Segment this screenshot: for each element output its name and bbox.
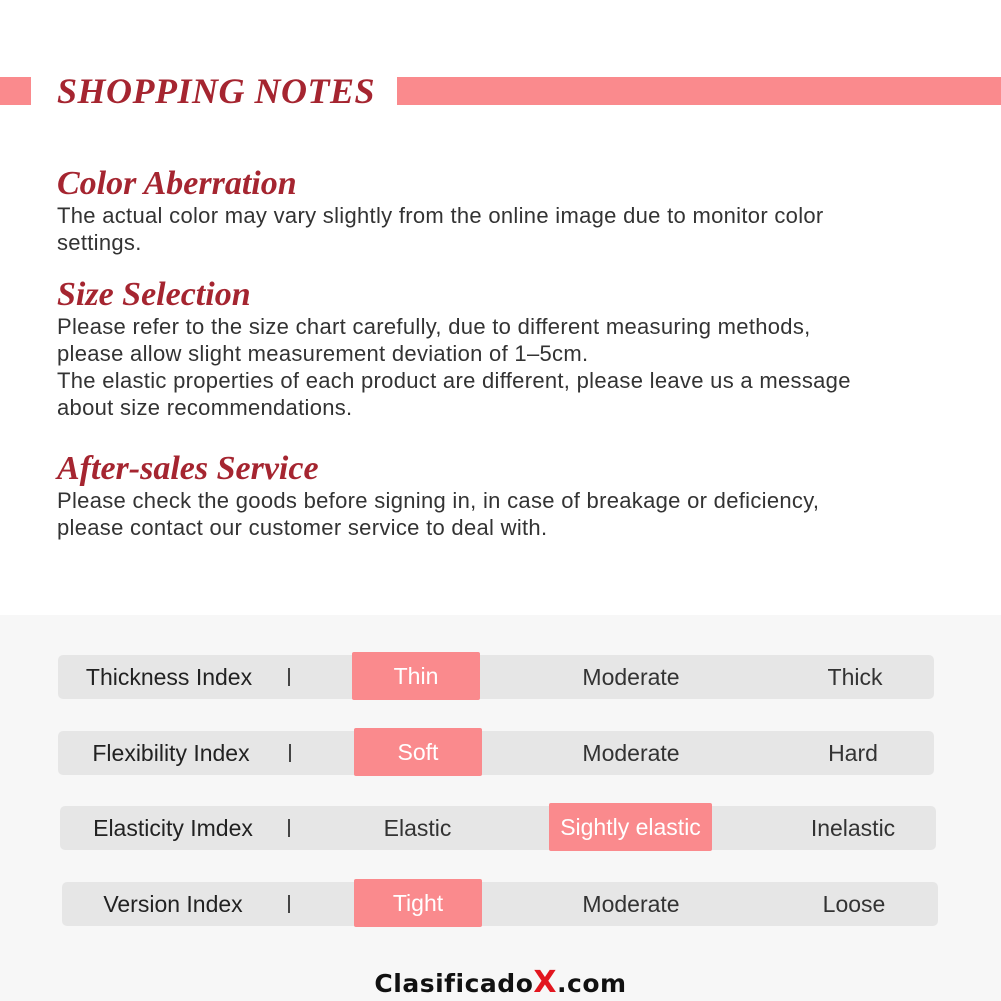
watermark-part: Clasificado [374, 969, 534, 998]
index-separator [288, 819, 290, 837]
index-row-version [62, 882, 938, 926]
index-option: Moderate [582, 891, 680, 917]
header-accent-bar-right [397, 77, 1001, 105]
index-option: Thick [827, 664, 883, 690]
index-option-selected: Sightly elastic [549, 803, 712, 851]
section-line: about size recommendations. [57, 395, 353, 420]
section-line: Please refer to the size chart carefully, due to different measuring methods, [57, 314, 811, 339]
section-size-selection [57, 277, 957, 421]
index-separator [289, 744, 291, 762]
section-line: The actual color may vary slightly from the online image due to monitor color [57, 203, 824, 228]
index-separator [288, 668, 290, 686]
index-option-selected: Soft [354, 728, 482, 776]
index-separator [288, 895, 290, 913]
section-line: settings. [57, 230, 142, 255]
section-color-aberration [57, 166, 957, 256]
index-label: Thickness Index [85, 664, 253, 690]
index-option: Moderate [582, 740, 680, 766]
index-option: Inelastic [810, 815, 896, 841]
watermark [0, 965, 1001, 1000]
section-line: The elastic properties of each product are different, please leave us a message [57, 368, 851, 393]
index-option: Hard [828, 740, 878, 766]
section-heading: Color Aberration [57, 165, 297, 202]
index-option: Loose [822, 891, 886, 917]
page-title: SHOPPING NOTES [57, 71, 376, 111]
section-after-sales-service [57, 451, 957, 541]
index-row-thickness [58, 655, 934, 699]
index-label: Flexibility Index [92, 740, 250, 766]
index-option-selected: Thin [352, 652, 480, 700]
index-option-selected: Tight [354, 879, 482, 927]
index-option: Moderate [582, 664, 680, 690]
section-line: please contact our customer service to deal with. [57, 515, 548, 540]
section-line: Please check the goods before signing in, in case of breakage or deficiency, [57, 488, 820, 513]
watermark-x: X [533, 965, 558, 1000]
header-accent-bar-left [0, 77, 31, 105]
watermark-part: .com [557, 969, 627, 998]
index-label: Version Index [103, 891, 243, 917]
section-heading: Size Selection [57, 276, 251, 313]
index-row-elasticity [60, 806, 936, 850]
section-heading: After-sales Service [57, 450, 319, 487]
section-line: please allow slight measurement deviation of 1–5cm. [57, 341, 589, 366]
index-row-flexibility [58, 731, 934, 775]
index-label: Elasticity Imdex [93, 815, 253, 841]
index-option: Elastic [383, 815, 452, 841]
